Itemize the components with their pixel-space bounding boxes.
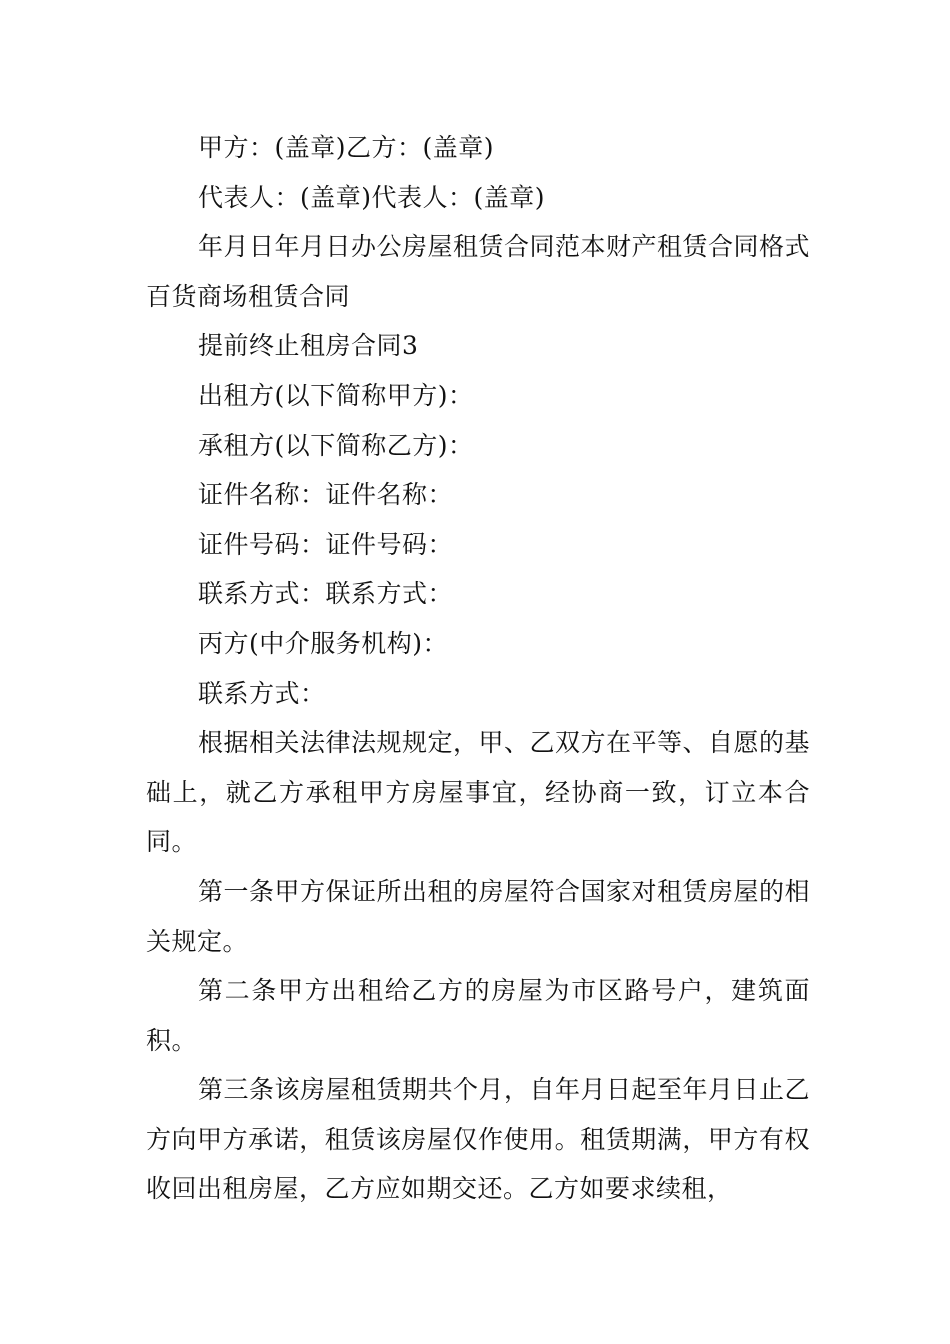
paragraph-agency: 丙方(中介服务机构)： [198, 628, 449, 658]
paragraph-preamble: 根据相关法律法规规定，甲、乙双方在平等、自愿的基础上，就乙方承租甲方房屋事宜，经协商一致，订立本合同。 [146, 728, 811, 857]
paragraph-contract-title: 提前终止租房合同3 [198, 331, 419, 361]
paragraph-signature-party: 甲方：(盖章)乙方：(盖章) [198, 133, 495, 162]
paragraph-date-related-titles: 年月日年月日办公房屋租赁合同范本财产租赁合同格式百货商场租赁合同 [146, 232, 811, 311]
paragraph-signature-representative: 代表人：(盖章)代表人：(盖章) [198, 182, 546, 212]
paragraph-id-number: 证件号码：证件号码： [198, 529, 454, 559]
paragraph-article-2: 第二条甲方出租给乙方的房屋为市区路号户，建筑面积。 [146, 976, 810, 1055]
paragraph-article-1: 第一条甲方保证所出租的房屋符合国家对租赁房屋的相关规定。 [146, 876, 811, 956]
paragraph-article-3: 第三条该房屋租赁期共个月，自年月日起至年月日止乙方向甲方承诺，租赁该房屋仅作使用。租赁期满，甲方有权收回出租房屋，乙方应如期交还。乙方如要求续租， [146, 1075, 811, 1204]
paragraph-lessee: 承租方(以下简称乙方)： [198, 430, 474, 460]
paragraph-lessor: 出租方(以下简称甲方)： [198, 380, 474, 410]
paragraph-contact: 联系方式：联系方式： [198, 579, 454, 609]
document-body [146, 123, 810, 1214]
paragraph-agency-contact: 联系方式： [198, 678, 326, 708]
paragraph-id-name: 证件名称：证件名称： [198, 480, 454, 510]
